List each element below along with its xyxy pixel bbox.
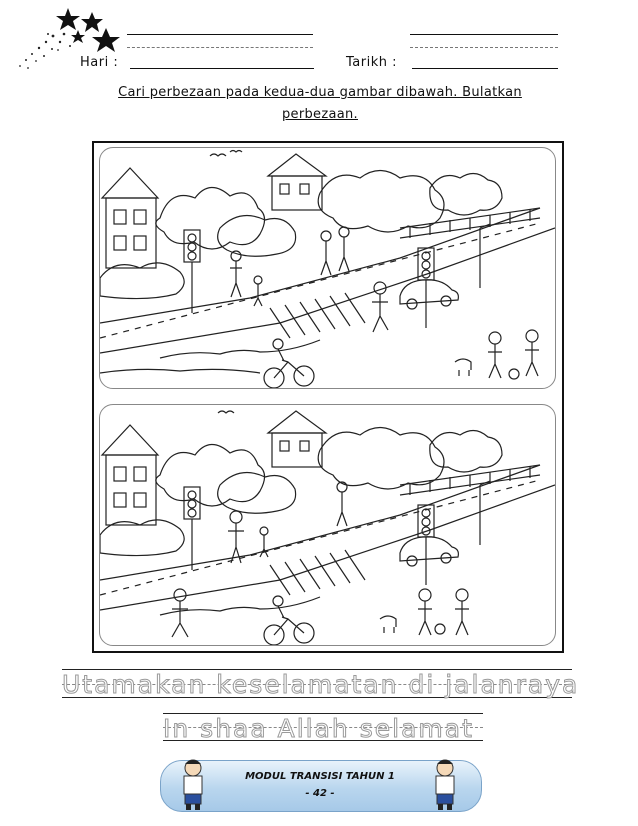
boy-icon-right xyxy=(428,758,462,812)
name-guide-line xyxy=(127,47,313,48)
street-scene-illustration xyxy=(100,405,555,645)
class-guide-line xyxy=(410,47,558,48)
name-line[interactable] xyxy=(127,34,313,35)
star-icon xyxy=(81,12,103,32)
top-scene-panel[interactable] xyxy=(99,147,556,389)
class-line[interactable] xyxy=(410,34,558,35)
tracing-text-line-1[interactable]: Utamakan keselamatan di jalanraya xyxy=(62,670,580,699)
date-line[interactable] xyxy=(412,68,558,69)
date-label: Tarikh : xyxy=(346,55,397,70)
instruction-text xyxy=(70,82,570,126)
footer-title: MODUL TRANSISI TAHUN 1 xyxy=(245,771,395,782)
star-icon xyxy=(56,8,80,30)
instruction-line-1: Cari perbezaan pada kedua-dua gambar dibawah. Bulatkan xyxy=(118,85,522,100)
bottom-scene-panel[interactable] xyxy=(99,404,556,646)
day-line[interactable] xyxy=(130,68,314,69)
page-number: - 42 - xyxy=(305,788,335,799)
star-icon xyxy=(71,30,85,43)
star-icon xyxy=(92,28,120,52)
day-label: Hari : xyxy=(80,55,119,70)
street-scene-illustration xyxy=(100,148,555,388)
instruction-line-2: perbezaan. xyxy=(282,107,358,122)
boy-icon-left xyxy=(176,758,210,812)
tracing-text-line-2[interactable]: In shaa Allah selamat xyxy=(163,714,474,743)
